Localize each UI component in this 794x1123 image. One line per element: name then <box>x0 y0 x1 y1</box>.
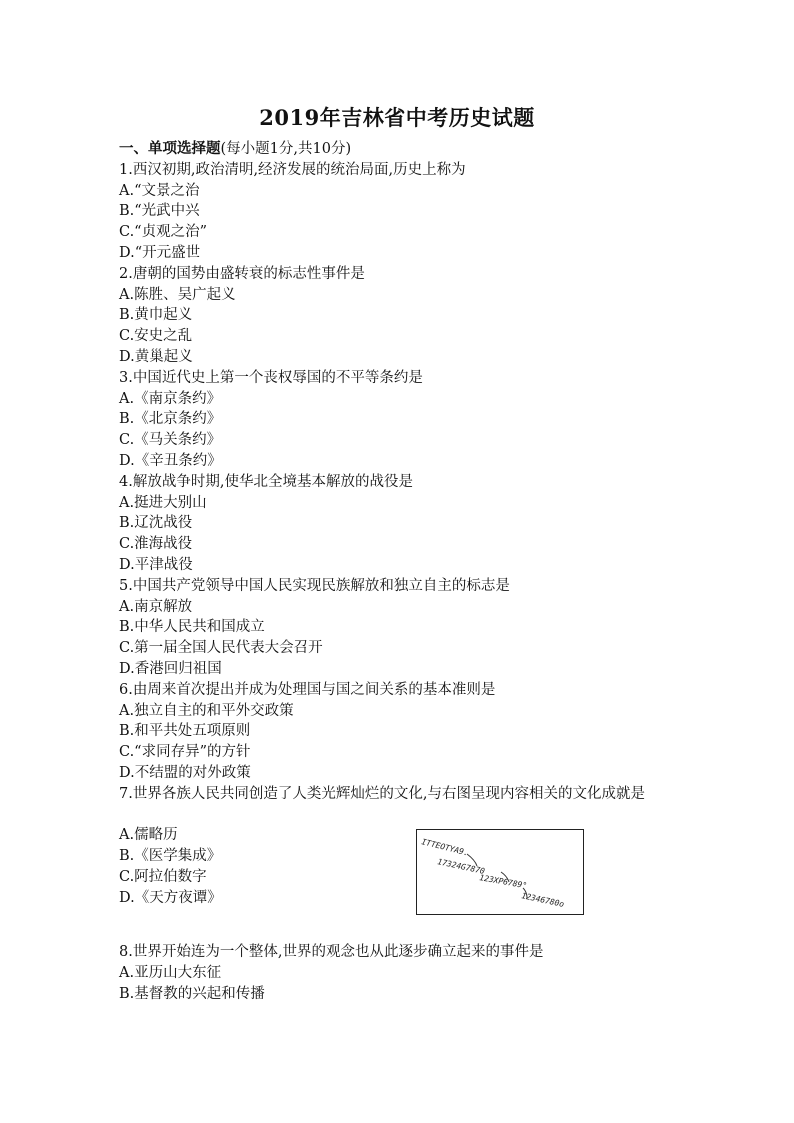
question-stem: 1.西汉初期,政治清明,经济发展的统治局面,历史上称为 <box>119 161 466 178</box>
option: B.中华人民共和国成立 <box>119 619 265 636</box>
option: A.独立自主的和平外交政策 <box>119 702 294 719</box>
numeral-row: ITTEOTYA9. <box>420 837 470 858</box>
option: B.《医学集成》 <box>119 848 222 865</box>
question-stem: 6.由周来首次提出并成为处理国与国之间关系的基本准则是 <box>119 681 496 698</box>
option: B.和平共处五项原则 <box>119 723 251 740</box>
option: A.“文景之治 <box>119 182 200 199</box>
section-note: (每小题1分,共10分) <box>220 141 352 157</box>
option: A.陈胜、吴广起义 <box>119 286 236 303</box>
option: A.南京解放 <box>119 598 193 615</box>
option: B.黄巾起义 <box>119 307 193 324</box>
spacer <box>119 908 689 942</box>
option: B.《北京条约》 <box>119 411 222 428</box>
option: D.“开元盛世 <box>119 244 201 261</box>
option: C.淮海战役 <box>119 536 193 553</box>
option: A.《南京条约》 <box>119 390 222 407</box>
option: D.香港回归祖国 <box>119 660 222 677</box>
option: B.辽沈战役 <box>119 515 193 532</box>
section-heading <box>119 139 689 160</box>
question-stem: 8.世界开始连为一个整体,世界的观念也从此逐步确立起来的事件是 <box>119 944 544 961</box>
numeral-row: 123XP6789° <box>478 873 528 891</box>
page-title: 2019年吉林省中考历史试题 <box>259 105 535 130</box>
question-stem: 5.中国共产党领导中国人民实现民族解放和独立自主的标志是 <box>119 577 510 594</box>
option: C.“求同存异”的方针 <box>119 744 251 761</box>
option: B.基督教的兴起和传播 <box>119 986 265 1003</box>
option: D.平津战役 <box>119 556 193 573</box>
option: D.《辛丑条约》 <box>119 452 222 469</box>
option: B.“光武中兴 <box>119 203 200 220</box>
numerals-evolution-icon <box>417 830 583 914</box>
option: A.亚历山大东征 <box>119 965 222 982</box>
numerals-evolution-image <box>416 829 584 915</box>
option: D.《天方夜谭》 <box>119 889 222 906</box>
option: C.“贞观之治” <box>119 224 208 241</box>
numeral-row: 17324G7870 <box>436 857 486 876</box>
option: C.阿拉伯数字 <box>119 868 207 885</box>
option: A.挺进大别山 <box>119 494 207 511</box>
question-list <box>119 139 689 1005</box>
question-stem: 3.中国近代史上第一个丧权辱国的不平等条约是 <box>119 369 423 386</box>
option: D.黄巢起义 <box>119 348 193 365</box>
option: D.不结盟的对外政策 <box>119 764 251 781</box>
section-label: 一、单项选择题 <box>119 140 221 157</box>
option: C.第一届全国人民代表大会召开 <box>119 640 323 657</box>
numeral-row: 12346780o <box>520 891 565 909</box>
option: A.儒略历 <box>119 827 178 844</box>
option: C.安史之乱 <box>119 328 193 345</box>
option: C.《马关条约》 <box>119 432 222 449</box>
question-stem: 4.解放战争时期,使华北全境基本解放的战役是 <box>119 473 413 490</box>
question-stem: 2.唐朝的国势由盛转衰的标志性事件是 <box>119 265 365 282</box>
question-stem: 7.世界各族人民共同创造了人类光辉灿烂的文化,与右图呈现内容相关的文化成就是 <box>119 785 645 802</box>
